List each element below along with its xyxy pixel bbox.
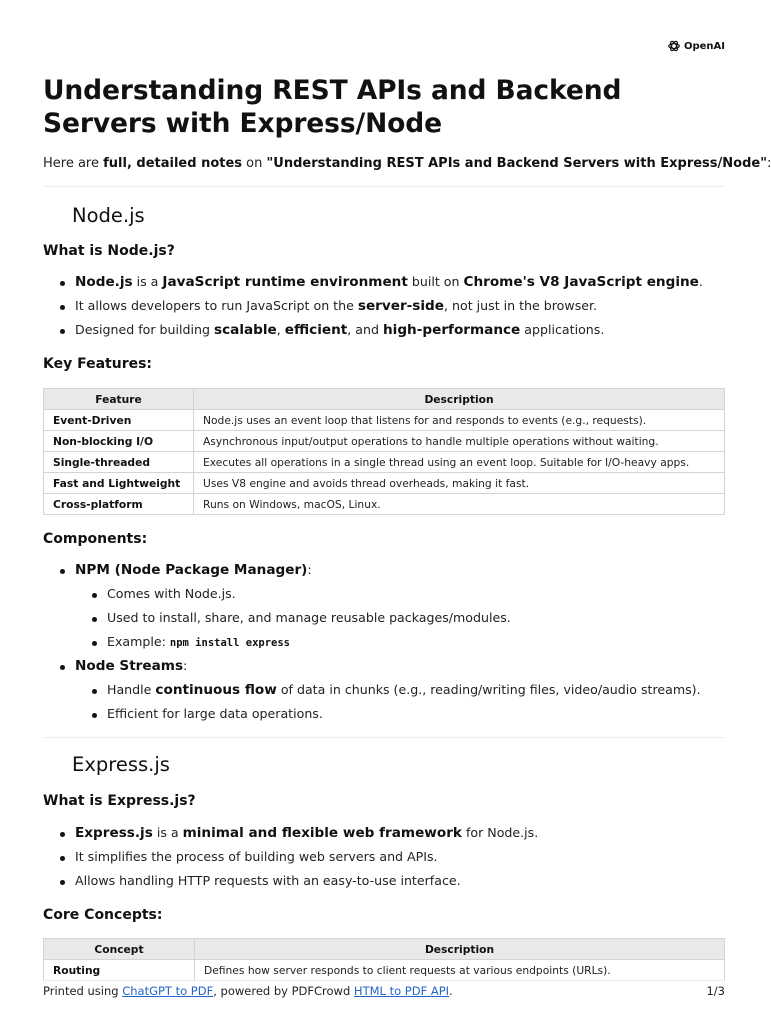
openai-icon xyxy=(667,39,681,53)
chatgpt-to-pdf-link[interactable]: ChatGPT to PDF xyxy=(122,984,214,998)
column-header: Description xyxy=(195,939,725,960)
subheading-key-features: Key Features: xyxy=(43,356,153,372)
list-item: Efficient for large data operations. xyxy=(107,706,701,730)
table-row: Fast and Lightweight Uses V8 engine and avoids thread overheads, making it fast. xyxy=(44,473,725,494)
expressjs-what-list xyxy=(75,825,538,897)
intro-paragraph: Here are full, detailed notes on "Understanding REST APIs and Backend Servers with Express/Node": xyxy=(43,156,771,171)
html-to-pdf-api-link[interactable]: HTML to PDF API xyxy=(353,984,450,998)
list-item: Express.js is a minimal and flexible web framework for Node.js. xyxy=(75,825,538,849)
list-item: Used to install, share, and manage reusable packages/modules. xyxy=(107,610,511,634)
table-header-row xyxy=(44,939,725,960)
components-list xyxy=(75,562,312,586)
list-item-npm: NPM (Node Package Manager): xyxy=(75,562,312,586)
table-row: Non-blocking I/O Asynchronous input/output operations to handle multiple operations without waiting. xyxy=(44,431,725,452)
list-item: Allows handling HTTP requests with an easy-to-use interface. xyxy=(75,873,538,897)
list-item: Example: npm install express xyxy=(107,634,511,658)
page-footer xyxy=(43,984,725,998)
footer-divider xyxy=(43,980,725,981)
page-number: 1/3 xyxy=(706,984,725,998)
table-row: Routing Defines how server responds to client requests at various endpoints (URLs). xyxy=(44,960,725,981)
document-page xyxy=(43,0,771,1024)
list-item: It allows developers to run JavaScript on the server-side, not just in the browser. xyxy=(75,298,703,322)
table-row: Single-threaded Executes all operations in a single thread using an event loop. Suitable for I/O-heavy apps. xyxy=(44,452,725,473)
components-list-streams xyxy=(75,658,187,682)
footer-credit: Printed using ChatGPT to PDF, powered by PDFCrowd HTML to PDF API. xyxy=(43,984,453,998)
section-heading-nodejs: Node.js xyxy=(72,204,145,227)
page-title: Understanding REST APIs and Backend Servers with Express/Node xyxy=(43,75,622,139)
list-item: Handle continuous flow of data in chunks (e.g., reading/writing files, video/audio streams). xyxy=(107,682,701,706)
subheading-components: Components: xyxy=(43,531,148,547)
core-concepts-table xyxy=(43,938,725,981)
nodejs-what-list xyxy=(75,274,703,346)
column-header: Feature xyxy=(44,389,194,410)
openai-logo xyxy=(667,39,725,53)
list-item: Comes with Node.js. xyxy=(107,586,511,610)
features-table xyxy=(43,388,725,515)
streams-sublist xyxy=(107,682,701,730)
table-row: Event-Driven Node.js uses an event loop that listens for and responds to events (e.g., requests). xyxy=(44,410,725,431)
column-header: Concept xyxy=(44,939,195,960)
column-header: Description xyxy=(194,389,725,410)
table-header-row xyxy=(44,389,725,410)
list-item: Designed for building scalable, efficient, and high-performance applications. xyxy=(75,322,703,346)
list-item-streams: Node Streams: xyxy=(75,658,187,682)
code-snippet: npm install express xyxy=(169,637,290,649)
npm-sublist xyxy=(107,586,511,658)
brand-name: OpenAI xyxy=(683,40,725,52)
subheading-what-is-nodejs: What is Node.js? xyxy=(43,243,175,259)
section-heading-expressjs: Express.js xyxy=(72,753,170,776)
list-item: Node.js is a JavaScript runtime environment built on Chrome's V8 JavaScript engine. xyxy=(75,274,703,298)
subheading-what-is-expressjs: What is Express.js? xyxy=(43,793,196,809)
table-row: Cross-platform Runs on Windows, macOS, Linux. xyxy=(44,494,725,515)
subheading-core-concepts: Core Concepts: xyxy=(43,907,163,923)
divider xyxy=(43,737,725,738)
list-item: It simplifies the process of building web servers and APIs. xyxy=(75,849,538,873)
divider xyxy=(43,186,725,187)
